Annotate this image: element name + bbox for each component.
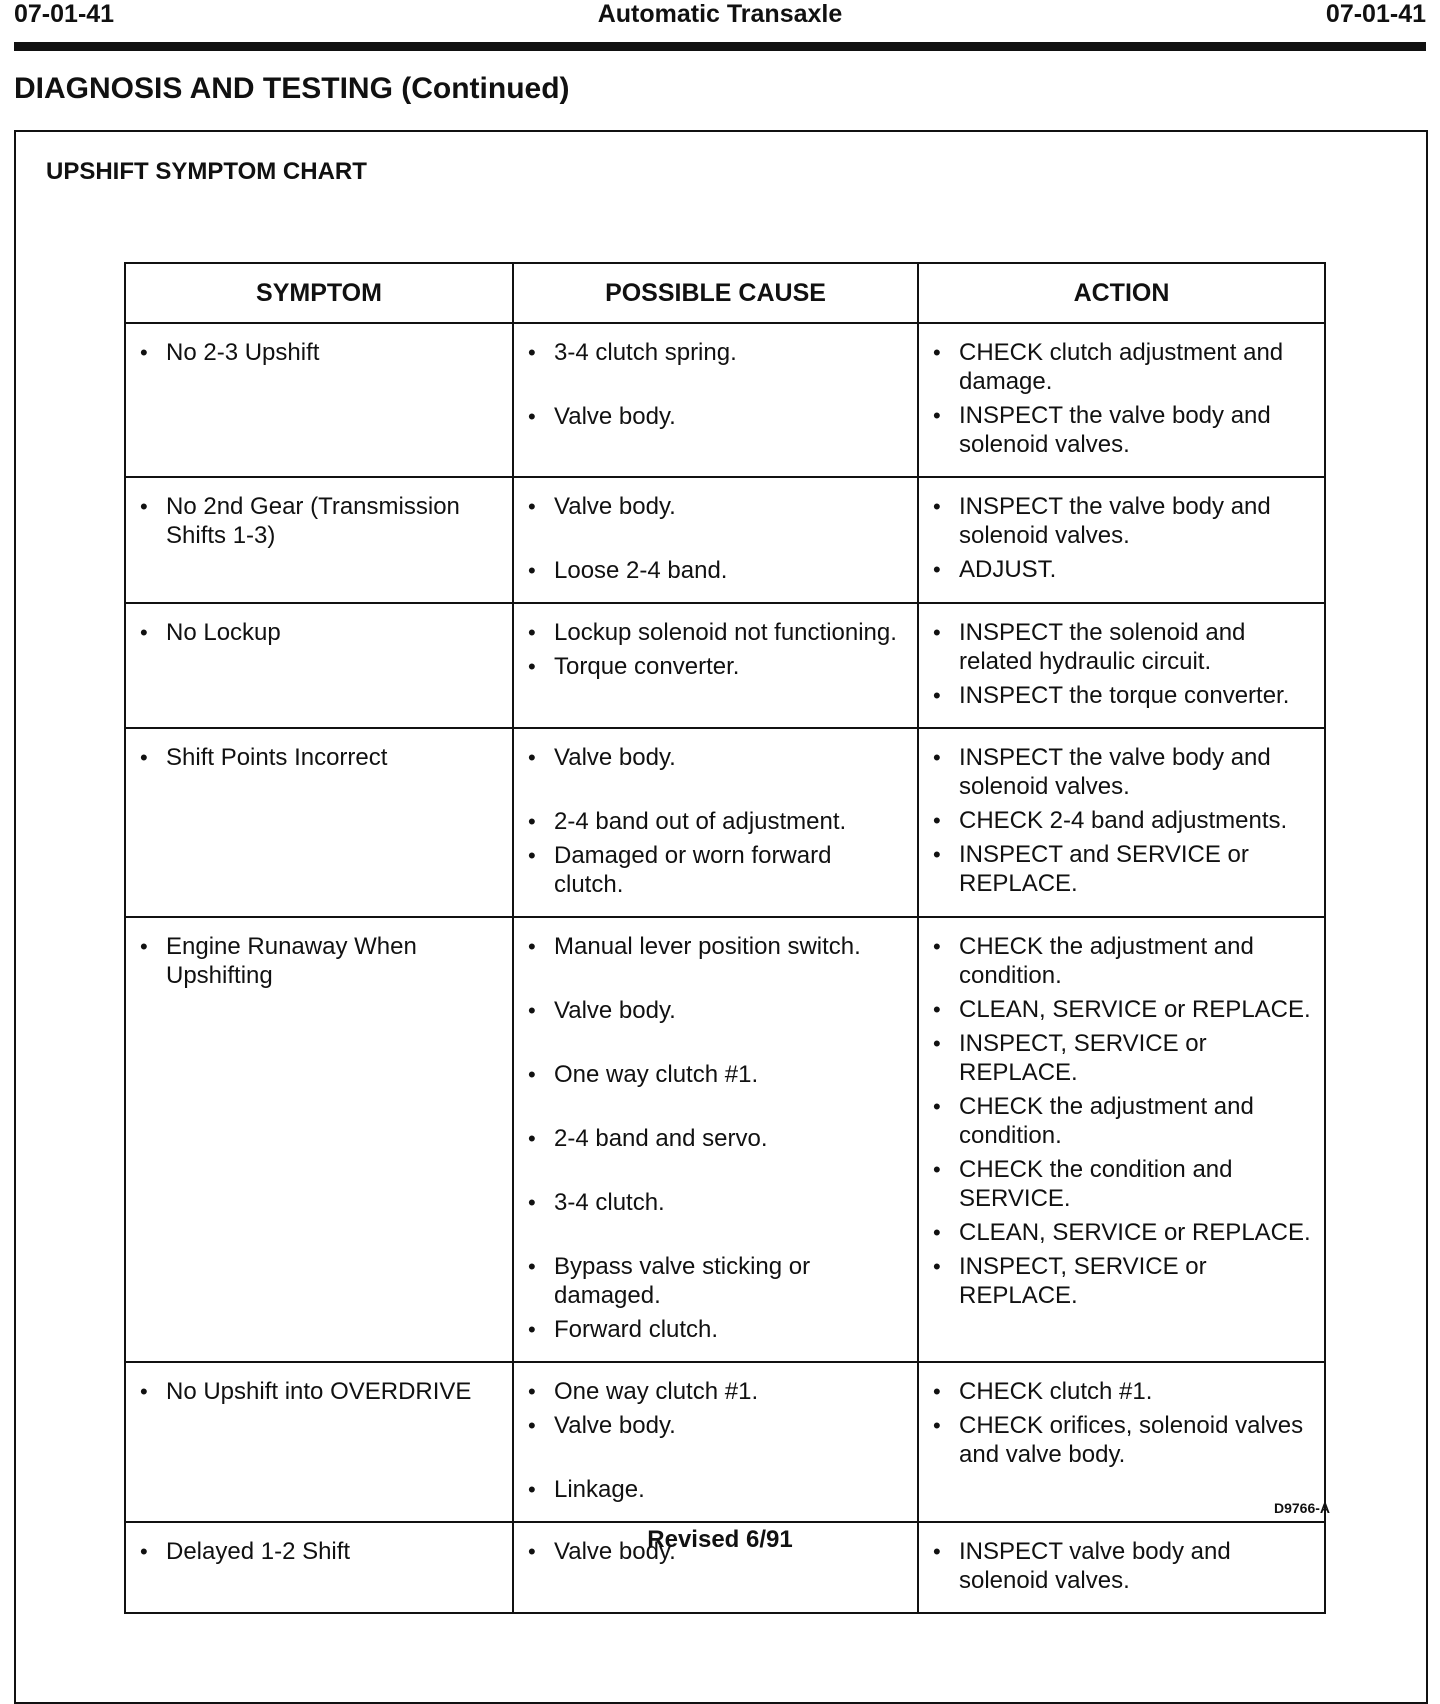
symptom-item: • No 2-3 Upshift (140, 338, 500, 367)
table-row (125, 1362, 1325, 1522)
cause-item: • Torque converter. (528, 652, 905, 681)
action-item: • INSPECT, SERVICE or REPLACE. (933, 1029, 1312, 1087)
cause-item: • Manual lever position switch. (528, 932, 905, 961)
symptom-item: • Shift Points Incorrect (140, 743, 500, 772)
action-cell (918, 603, 1325, 728)
table-row (125, 477, 1325, 603)
action-item: • INSPECT, SERVICE or REPLACE. (933, 1252, 1312, 1310)
cause-item: • Valve body. (528, 1411, 905, 1440)
symptom-cell (125, 728, 513, 917)
table-header-row (125, 263, 1325, 323)
action-item: • INSPECT the valve body and solenoid valves. (933, 492, 1312, 550)
symptom-item: • No 2nd Gear (Transmission Shifts 1-3) (140, 492, 500, 550)
cause-item: • Bypass valve sticking or damaged. (528, 1252, 905, 1310)
table-row (125, 323, 1325, 477)
revision-footer: Revised 6/91 (647, 1526, 793, 1553)
cause-item: • Damaged or worn forward clutch. (528, 841, 905, 899)
cause-item: • Lockup solenoid not functioning. (528, 618, 905, 647)
figure-code: D9766-A (1273, 1500, 1330, 1516)
symptom-item: • No Lockup (140, 618, 500, 647)
action-item: • INSPECT the solenoid and related hydraulic circuit. (933, 618, 1312, 676)
action-item: • INSPECT valve body and solenoid valves. (933, 1537, 1312, 1595)
column-header-action: ACTION (918, 263, 1325, 323)
action-item: • INSPECT the valve body and solenoid valves. (933, 743, 1312, 801)
action-item: • CHECK clutch adjustment and damage. (933, 338, 1312, 396)
cause-item: • Linkage. (528, 1475, 905, 1504)
action-item: • INSPECT the valve body and solenoid valves. (933, 401, 1312, 459)
symptom-cell (125, 917, 513, 1362)
action-item: • CHECK the condition and SERVICE. (933, 1155, 1312, 1213)
action-cell (918, 323, 1325, 477)
cause-item: • Valve body. (528, 743, 905, 772)
cause-item: • Forward clutch. (528, 1315, 905, 1344)
cause-item: • 3-4 clutch spring. (528, 338, 905, 367)
chart-title: UPSHIFT SYMPTOM CHART (46, 158, 367, 185)
cause-cell (513, 728, 918, 917)
action-item: • INSPECT the torque converter. (933, 681, 1312, 710)
cause-item: • Valve body. (528, 492, 905, 521)
cause-item: • One way clutch #1. (528, 1377, 905, 1406)
column-header-possible-cause: POSSIBLE CAUSE (513, 263, 918, 323)
symptom-item: • Engine Runaway When Upshifting (140, 932, 500, 990)
action-item: • INSPECT and SERVICE or REPLACE. (933, 840, 1312, 898)
chart-box (14, 130, 1428, 1704)
action-item: • ADJUST. (933, 555, 1312, 584)
action-cell (918, 477, 1325, 603)
action-item: • CLEAN, SERVICE or REPLACE. (933, 995, 1312, 1024)
section-title: DIAGNOSIS AND TESTING (Continued) (14, 72, 570, 105)
page-number-left: 07-01-41 (14, 0, 115, 28)
symptom-cell (125, 477, 513, 603)
symptom-item: • Delayed 1-2 Shift (140, 1537, 500, 1566)
action-item: • CHECK the adjustment and condition. (933, 1092, 1312, 1150)
cause-item: • Valve body. (528, 402, 905, 431)
cause-item: • One way clutch #1. (528, 1060, 905, 1089)
cause-cell (513, 477, 918, 603)
action-cell (918, 728, 1325, 917)
cause-cell (513, 323, 918, 477)
symptom-cell (125, 1362, 513, 1522)
page-number-right: 07-01-41 (1325, 0, 1426, 28)
header-title: Automatic Transaxle (597, 0, 843, 28)
cause-item: • 2-4 band and servo. (528, 1124, 905, 1153)
action-item: • CHECK 2-4 band adjustments. (933, 806, 1312, 835)
cause-item: • 2-4 band out of adjustment. (528, 807, 905, 836)
table-row (125, 728, 1325, 917)
column-header-symptom: SYMPTOM (125, 263, 513, 323)
action-item: • CHECK clutch #1. (933, 1377, 1312, 1406)
table-row (125, 603, 1325, 728)
cause-item: • 3-4 clutch. (528, 1188, 905, 1217)
symptom-cell (125, 323, 513, 477)
page-header (14, 0, 1426, 51)
action-cell (918, 1362, 1325, 1522)
symptom-table (124, 262, 1326, 1614)
symptom-cell (125, 603, 513, 728)
symptom-item: • No Upshift into OVERDRIVE (140, 1377, 500, 1406)
table-row (125, 917, 1325, 1362)
cause-item: • Loose 2-4 band. (528, 556, 905, 585)
cause-item: • Valve body. (528, 996, 905, 1025)
action-item: • CHECK orifices, solenoid valves and valve body. (933, 1411, 1312, 1469)
cause-cell (513, 917, 918, 1362)
cause-item: • Valve body. (528, 1537, 905, 1566)
action-item: • CHECK the adjustment and condition. (933, 932, 1312, 990)
cause-cell (513, 1362, 918, 1522)
action-cell (918, 917, 1325, 1362)
action-item: • CLEAN, SERVICE or REPLACE. (933, 1218, 1312, 1247)
cause-cell (513, 603, 918, 728)
